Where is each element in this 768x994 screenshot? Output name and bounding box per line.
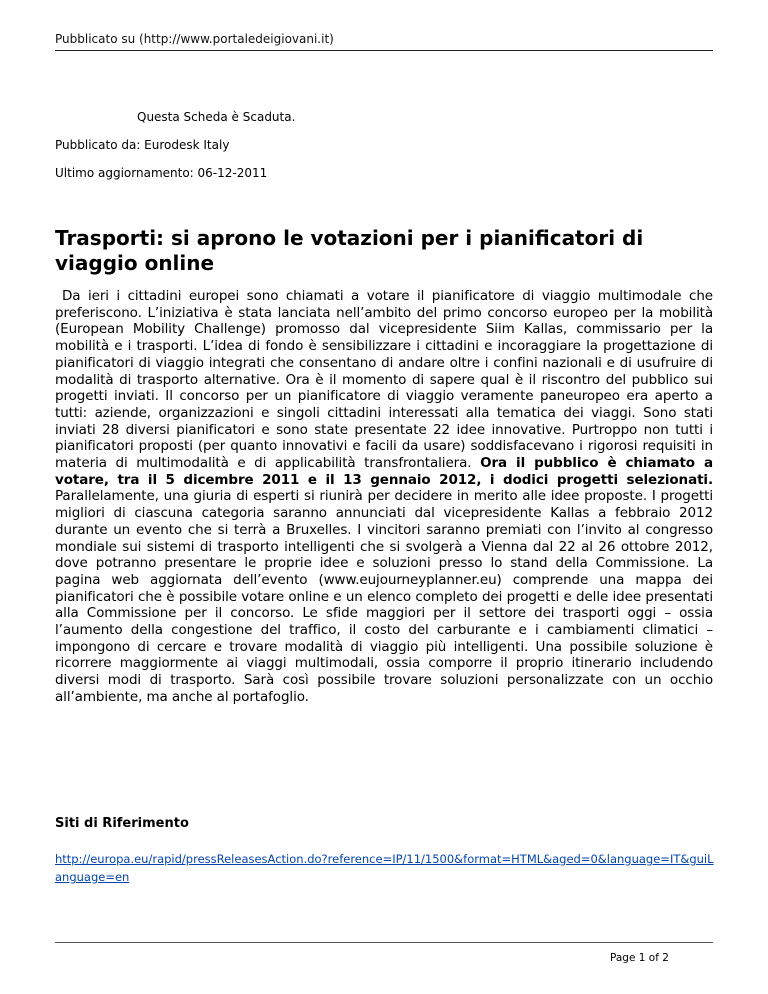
article-body-continuation: Parallelamente, una giuria di esperti si riunirà per decidere in merito alle idee proposte. I progetti migliori di ciascuna categoria saranno annunciati dal vicepresidente Kallas a febbraio 2012 durante un evento che si terrà a Bruxelles. I vincitori saranno premiati con l’invito al congresso mondiale sui sistemi di trasporto intelligenti che si svolgerà a Vienna dal 22 al 26 ottobre 2012, dove potranno presentare le proprie idee e soluzioni presso lo stand della Commissione. La pagina web aggiornata dell’evento (www.eujourneyplanner.eu) comprende una mappa dei pianificatori che è possibile votare online e un elenco completo dei progetti e delle idee presentati alla Commissione per il concorso. Le sfide maggiori per il settore dei trasporti oggi – ossia l’aumento della congestione del traffico, il costo del carburante e i cambiamenti climatici – impongono di cercare e trovare modalità di viaggio più intelligenti. Una possibile soluzione è ricorrere maggiormente ai viaggi multimodali, ossia comporre il proprio itinerario includendo diversi modi di trasporto. Sarà così possibile trovare soluzioni personalizzate con un occhio all’ambiente, ma anche al portafoglio. [55,488,713,705]
article-body [55,288,713,706]
source-header: Pubblicato su (http://www.portaledeigiovani.it) [55,32,334,46]
references-heading: Siti di Riferimento [55,816,189,831]
expired-notice: Questa Scheda è Scaduta. [137,110,296,124]
footer-divider [55,942,713,943]
published-by: Pubblicato da: Eurodesk Italy [55,138,230,152]
header-divider [55,50,713,51]
article-body-intro: Da ieri i cittadini europei sono chiamati a votare il pianificatore di viaggio multimodale che preferiscono. L’iniziativa è stata lanciata nell’ambito del primo concorso europeo per la mobilità (European Mobility Challenge) promosso dal vicepresidente Siim Kallas, commissario per la mobilità e i trasporti. L’idea di fondo è sensibilizzare i cittadini e incoraggiare la progettazione di pianificatori di viaggio integrati che consentano di andare oltre i confini nazionali e di usufruire di modalità di trasporto alternative. Ora è il momento di sapere qual è il riscontro del pubblico sui progetti inviati. Il concorso per un pianificatore di viaggio veramente paneuropeo era aperto a tutti: aziende, organizzazioni e singoli cittadini interessati alla tematica dei viaggi. Sono stati inviati 28 diversi pianificatori e sono state presentate 22 idee innovative. Purtroppo non tutti i pianificatori proposti (per quanto innovativi e facili da usare) soddisfacevano i rigorosi requisiti in materia di multimodalità e di applicabilità transfrontaliera. [55,288,713,472]
last-update: Ultimo aggiornamento: 06-12-2011 [55,166,268,180]
article-body-highlight: Ora il pubblico è chiamato a votare, tra il 5 dicembre 2011 e il 13 gennaio 2012, i dodici progetti selezionati. [55,455,713,488]
article-title: Trasporti: si aprono le votazioni per i pianificatori di viaggio online [55,226,644,275]
page-number: Page 1 of 2 [610,952,669,964]
reference-link[interactable]: http://europa.eu/rapid/pressReleasesAction.do?reference=IP/11/1500&format=HTML&aged=0&language=IT&guiLanguage=en [55,852,714,884]
